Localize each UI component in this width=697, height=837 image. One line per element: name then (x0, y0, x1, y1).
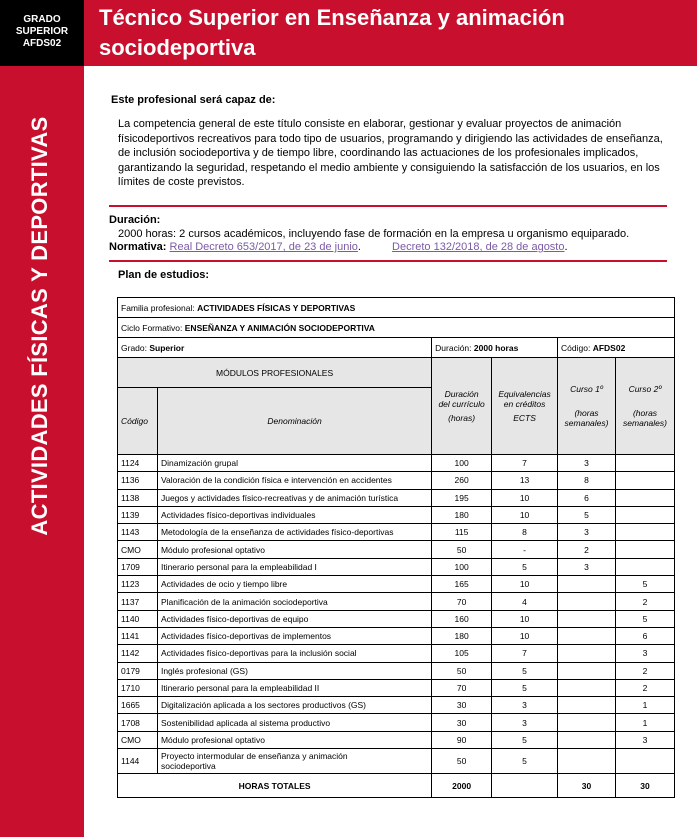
col-ects-line1: Equivalencias (498, 389, 551, 399)
module-curso1 (558, 662, 616, 679)
module-curso1 (558, 749, 616, 774)
module-curso2 (616, 524, 675, 541)
badge-line-code: AFDS02 (22, 38, 62, 49)
duracion-label: Duración: (435, 342, 474, 353)
module-name: Módulo profesional optativo (157, 541, 431, 558)
module-name: Dinamización grupal (157, 455, 431, 472)
totals-curso1: 30 (558, 774, 616, 798)
col-ects-header (492, 358, 558, 455)
module-ects: 3 (492, 697, 558, 714)
col-ects-line3: ECTS (513, 413, 536, 423)
module-curso1 (558, 714, 616, 731)
module-ects: 8 (492, 524, 558, 541)
col-duracion-header (432, 358, 492, 455)
module-hours: 260 (432, 472, 492, 489)
col-curso2-line1: Curso 2º (628, 384, 662, 394)
col-curso1-line3: semanales) (564, 418, 609, 428)
badge-line-grado: GRADO (23, 14, 61, 25)
table-row (118, 627, 675, 644)
table-row (118, 593, 675, 610)
module-hours: 160 (432, 610, 492, 627)
module-ects: 13 (492, 472, 558, 489)
module-curso2 (616, 455, 675, 472)
module-curso2: 6 (616, 627, 675, 644)
module-hours: 30 (432, 697, 492, 714)
module-curso2 (616, 506, 675, 523)
divider-bottom (109, 260, 667, 262)
col-curso1-line2: (horas (574, 408, 599, 418)
module-hours: 50 (432, 662, 492, 679)
module-hours: 165 (432, 576, 492, 593)
col-curso2-header (616, 358, 675, 455)
normativa-line (109, 241, 568, 253)
module-curso1 (558, 645, 616, 662)
module-curso1 (558, 593, 616, 610)
module-curso2: 3 (616, 645, 675, 662)
module-curso1 (558, 679, 616, 696)
module-code: 1136 (118, 472, 158, 489)
module-code: 1144 (118, 749, 158, 774)
module-name: Itinerario personal para la empleabilidad I (157, 558, 431, 575)
module-name-line2: sociodeportiva (160, 761, 216, 772)
module-ects: 10 (492, 610, 558, 627)
profile-description: La competencia general de este título consiste en elaborar, gestionar y evaluar proyectos de animación físicodeportivos recreativos para todo tipo de usuarios, programando y dirigiendo las actividades de enseñanza, de inclusión sociodeportiva y de tiempo libre, coordinando las actuaciones de los profesionales implicados, garantizando la seguridad, respetando el medio ambiente y consiguiendo la satisfacción de los usuarios, en los límites de coste previstos. (118, 118, 663, 189)
module-ects: 5 (492, 662, 558, 679)
module-ects: 10 (492, 627, 558, 644)
module-name: Planificación de la animación sociodeportiva (157, 593, 431, 610)
module-curso1: 3 (558, 524, 616, 541)
module-curso2 (616, 749, 675, 774)
module-code: 1143 (118, 524, 158, 541)
module-code: 1124 (118, 455, 158, 472)
module-hours: 50 (432, 541, 492, 558)
module-curso1: 3 (558, 558, 616, 575)
module-hours: 115 (432, 524, 492, 541)
module-code: 1137 (118, 593, 158, 610)
duration-label: Duración: (109, 214, 161, 226)
module-curso2: 2 (616, 679, 675, 696)
table-row (118, 645, 675, 662)
col-curso2-line3: semanales) (623, 418, 667, 428)
table-row (118, 679, 675, 696)
module-ects: - (492, 541, 558, 558)
module-hours: 180 (432, 627, 492, 644)
module-curso1: 5 (558, 506, 616, 523)
normativa-label: Normativa: (109, 241, 167, 253)
table-row (118, 714, 675, 731)
totals-hours: 2000 (432, 774, 492, 798)
module-hours: 180 (432, 506, 492, 523)
module-code: 1710 (118, 679, 158, 696)
duracion-cell (432, 338, 558, 358)
module-name: Digitalización aplicada a los sectores productivos (GS) (157, 697, 431, 714)
module-curso1: 3 (558, 455, 616, 472)
module-ects: 5 (492, 731, 558, 748)
ciclo-cell (118, 318, 675, 338)
module-curso2: 5 (616, 576, 675, 593)
module-code: 1138 (118, 489, 158, 506)
totals-ects (492, 774, 558, 798)
familia-label: Familia profesional: (121, 302, 198, 313)
grado-value: Superior (149, 342, 185, 353)
grado-badge (0, 0, 84, 66)
module-name (157, 749, 431, 774)
module-hours: 30 (432, 714, 492, 731)
module-curso2: 5 (616, 610, 675, 627)
module-ects: 7 (492, 455, 558, 472)
duration-text: 2000 horas: 2 cursos académicos, incluyendo fase de formación en la empresa u organismo equiparado. (118, 228, 630, 240)
module-code: 1142 (118, 645, 158, 662)
module-hours: 70 (432, 593, 492, 610)
module-ects: 10 (492, 489, 558, 506)
module-name: Itinerario personal para la empleabilidad II (157, 679, 431, 696)
module-ects: 4 (492, 593, 558, 610)
module-code: 1709 (118, 558, 158, 575)
module-hours: 100 (432, 558, 492, 575)
normativa-sep: . (357, 241, 361, 253)
module-curso1 (558, 576, 616, 593)
module-hours: 100 (432, 455, 492, 472)
profile-heading: Este profesional será capaz de: (111, 94, 276, 106)
codigo-value: AFDS02 (592, 342, 626, 353)
module-ects: 3 (492, 714, 558, 731)
codigo-cell (558, 338, 675, 358)
module-ects: 5 (492, 749, 558, 774)
module-name: Inglés profesional (GS) (157, 662, 431, 679)
table-row (118, 576, 675, 593)
divider-top (109, 205, 667, 207)
module-name: Actividades físico-deportivas de equipo (157, 610, 431, 627)
modulos-header: MÓDULOS PROFESIONALES (118, 358, 432, 388)
familia-cell (118, 298, 675, 318)
module-code: CMO (118, 731, 158, 748)
col-codigo-header: Código (118, 388, 158, 455)
module-name: Actividades físico-deportivas de implementos (157, 627, 431, 644)
col-duracion-line2: del currículo (438, 399, 485, 409)
col-ects-line2: en créditos (503, 399, 546, 409)
module-name: Módulo profesional optativo (157, 731, 431, 748)
col-denominacion-header: Denominación (157, 388, 431, 455)
col-curso1-header (558, 358, 616, 455)
module-code: CMO (118, 541, 158, 558)
module-hours: 70 (432, 679, 492, 696)
col-duracion-line3: (horas) (448, 413, 476, 423)
table-row (118, 610, 675, 627)
module-name: Valoración de la condición física e intervención en accidentes (157, 472, 431, 489)
codigo-label: Código: (561, 342, 593, 353)
table-row (118, 455, 675, 472)
ciclo-value: ENSEÑANZA Y ANIMACIÓN SOCIODEPORTIVA (184, 322, 375, 333)
module-code: 1140 (118, 610, 158, 627)
module-curso2 (616, 472, 675, 489)
module-curso2: 1 (616, 714, 675, 731)
module-curso1 (558, 610, 616, 627)
table-row (118, 731, 675, 748)
table-row (118, 558, 675, 575)
module-curso2: 1 (616, 697, 675, 714)
table-row (118, 506, 675, 523)
col-curso1-line1: Curso 1º (570, 384, 603, 394)
grado-label: Grado: (121, 342, 150, 353)
module-hours: 105 (432, 645, 492, 662)
module-code: 0179 (118, 662, 158, 679)
normativa-end: . (564, 241, 568, 253)
module-name: Juegos y actividades físico-recreativas y de animación turística (157, 489, 431, 506)
module-code: 1139 (118, 506, 158, 523)
normativa-link-real-decreto[interactable]: Real Decreto 653/2017, de 23 de junio (169, 241, 358, 253)
study-plan-table (117, 297, 675, 798)
table-row (118, 697, 675, 714)
module-curso2: 2 (616, 593, 675, 610)
module-curso1: 2 (558, 541, 616, 558)
badge-line-superior: SUPERIOR (15, 26, 69, 37)
module-curso1: 8 (558, 472, 616, 489)
module-ects: 5 (492, 679, 558, 696)
duracion-value: 2000 horas (473, 342, 519, 353)
module-code: 1708 (118, 714, 158, 731)
table-row (118, 662, 675, 679)
table-row (118, 472, 675, 489)
col-duracion-line1: Duración (444, 389, 479, 399)
grado-cell (118, 338, 432, 358)
page-title-line2: sociodeportiva (99, 35, 256, 60)
module-ects: 5 (492, 558, 558, 575)
module-code: 1141 (118, 627, 158, 644)
module-ects: 10 (492, 576, 558, 593)
ciclo-label: Ciclo Formativo: (121, 322, 185, 333)
plan-label: Plan de estudios: (118, 269, 210, 281)
module-curso2 (616, 558, 675, 575)
module-curso2: 2 (616, 662, 675, 679)
module-name: Actividades físico-deportivas para la inclusión social (157, 645, 431, 662)
module-curso1 (558, 697, 616, 714)
side-vertical-title: ACTIVIDADES FÍSICAS Y DEPORTIVAS (27, 116, 52, 536)
module-curso1 (558, 731, 616, 748)
module-ects: 10 (492, 506, 558, 523)
module-curso2 (616, 541, 675, 558)
module-curso2 (616, 489, 675, 506)
module-code: 1665 (118, 697, 158, 714)
totals-label: HORAS TOTALES (118, 774, 432, 798)
module-name: Actividades físico-deportivas individuales (157, 506, 431, 523)
totals-curso2: 30 (616, 774, 675, 798)
page-title (99, 3, 689, 63)
module-name: Actividades de ocio y tiempo libre (157, 576, 431, 593)
module-code: 1123 (118, 576, 158, 593)
table-row (118, 524, 675, 541)
module-hours: 90 (432, 731, 492, 748)
table-row (118, 541, 675, 558)
module-curso2: 3 (616, 731, 675, 748)
module-name: Sostenibilidad aplicada al sistema productivo (157, 714, 431, 731)
module-ects: 7 (492, 645, 558, 662)
module-curso1: 6 (558, 489, 616, 506)
familia-value: ACTIVIDADES FÍSICAS Y DEPORTIVAS (197, 302, 356, 313)
col-curso2-line2: (horas (632, 408, 658, 418)
table-row (118, 489, 675, 506)
module-curso1 (558, 627, 616, 644)
module-name-line1: Proyecto intermodular de enseñanza y animación (160, 751, 348, 762)
page-title-line1: Técnico Superior en Enseñanza y animación (99, 5, 565, 30)
module-hours: 50 (432, 749, 492, 774)
module-name: Metodología de la enseñanza de actividades físico-deportivas (157, 524, 431, 541)
module-hours: 195 (432, 489, 492, 506)
normativa-link-decreto[interactable]: Decreto 132/2018, de 28 de agosto (392, 241, 565, 253)
